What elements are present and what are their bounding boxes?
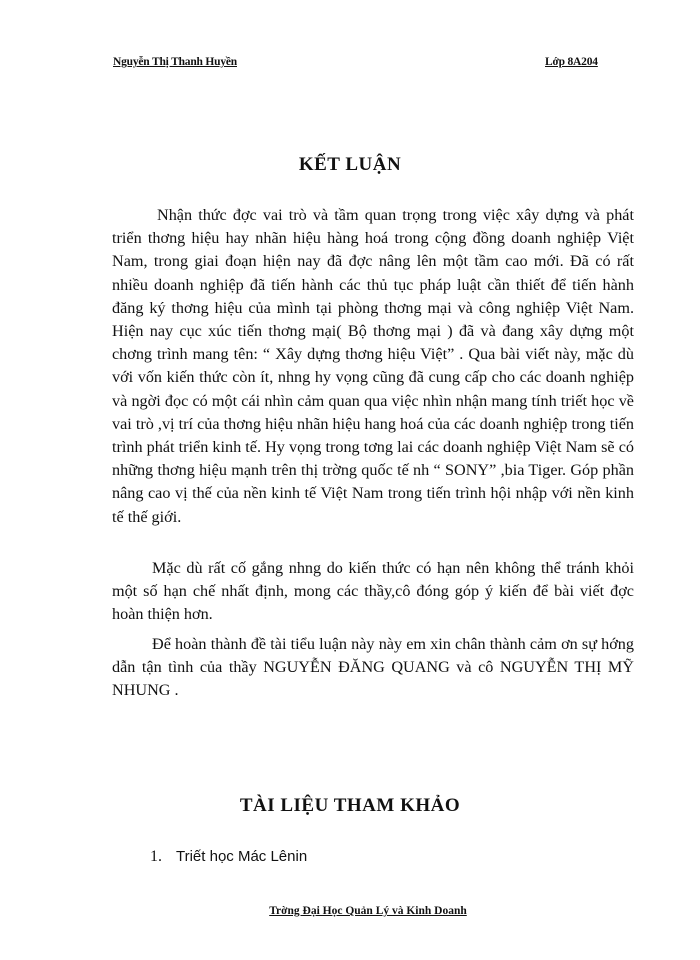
conclusion-paragraph-3: Để hoàn thành đề tài tiểu luận này này em xin chân thành cảm ơn sự hớng dẫn tận tình của thầy NGUYỄN ĐĂNG QUANG và cô NGUYỄN THỊ MỸ NHUNG .	[112, 635, 634, 700]
reference-item	[150, 848, 307, 866]
references-title: TÀI LIỆU THAM KHẢO	[239, 795, 461, 816]
page-footer	[0, 905, 700, 917]
conclusion-title: KẾT LUẬN	[298, 154, 402, 175]
header-author: Nguyễn Thị Thanh Huyền	[113, 56, 237, 68]
conclusion-paragraph-2: Mặc dù rất cố gắng nhng do kiến thức có hạn nên không thể tránh khỏi một số hạn chế nhất định, mong các thầy,cô đóng góp ý kiến để bài viết đợc hoàn thiện hơn.	[112, 559, 634, 624]
conclusion-paragraph-1: Nhận thức đợc vai trò và tầm quan trọng trong việc xây dựng và phát triển thơng hiệu hay nhãn hiệu hàng hoá trong cộng đồng doanh nghiệp Việt Nam, trong giai đoạn hiện nay đã đợc nâng lên một tầm cao mới. Đã có rất nhiều doanh nghiệp đã tiến hành các thủ tục pháp luật cần thiết để tiến hành đăng ký thơng hiệu của mình tại phòng thơng mại và công nghiệp Việt Nam. Hiện nay cục xúc tiến thơng mại( Bộ thơng mại ) đã và đang xây dựng một chơng trình mang tên: “ Xây dựng thơng hiệu Việt” . Qua bài viết này, mặc dù với vốn kiến thức còn ít, nhng hy vọng cũng đã cung cấp cho các doanh nghiệp và ngời đọc có một cái nhìn cảm quan qua việc nhìn nhận mang tính triết học về vai trò ,vị trí của thơng hiệu nhãn hiệu hang hoá của các doanh nghiệp trong tiến trình phát triển kinh tế. Hy vọng trong tơng lai các doanh nghiệp Việt Nam sẽ có những thơng hiệu mạnh trên thị trờng quốc tế nh “ SONY” ,bia Tiger. Góp phần nâng cao vị thế của nền kinh tế Việt Nam trong tiến trình hội nhập với nền kinh tế thế giới.	[112, 206, 634, 526]
reference-text: Triết học Mác Lênin	[176, 848, 308, 865]
header-class: Lớp 8A204	[545, 56, 598, 68]
reference-number: 1.	[150, 848, 162, 865]
footer-text: Trờng Đại Học Quản Lý và Kinh Doanh	[269, 905, 467, 917]
